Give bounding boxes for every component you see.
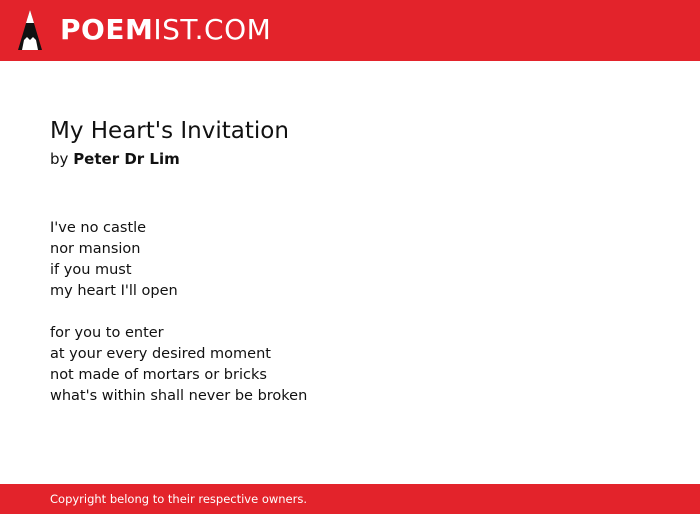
poem-stanza	[50, 218, 307, 302]
site-footer	[0, 484, 700, 514]
poem-line: not made of mortars or bricks	[50, 367, 267, 383]
site-logo-link[interactable]	[16, 8, 271, 52]
site-logo-text	[60, 8, 271, 52]
poem-line: my heart I'll open	[50, 283, 178, 299]
poem-body	[50, 218, 307, 428]
poem-line: at your every desired moment	[50, 346, 271, 362]
poem-line: for you to enter	[50, 325, 164, 341]
poem-byline	[50, 148, 180, 170]
poem-title: My Heart's Invitation	[50, 118, 289, 144]
site-header	[0, 0, 700, 61]
byline-prefix: by	[50, 150, 69, 168]
pencil-tip-icon	[16, 8, 44, 52]
poem-line: nor mansion	[50, 241, 141, 257]
logo-text-light: IST.COM	[153, 13, 272, 46]
poem-line: if you must	[50, 262, 132, 278]
poem-stanza	[50, 323, 307, 407]
poem-line: I've no castle	[50, 220, 147, 236]
poem-line: what's within shall never be broken	[50, 388, 308, 404]
poem-author: Peter Dr Lim	[73, 150, 180, 168]
logo-text-bold: POEM	[60, 13, 154, 46]
copyright-text: Copyright belong to their respective owners.	[50, 492, 308, 506]
